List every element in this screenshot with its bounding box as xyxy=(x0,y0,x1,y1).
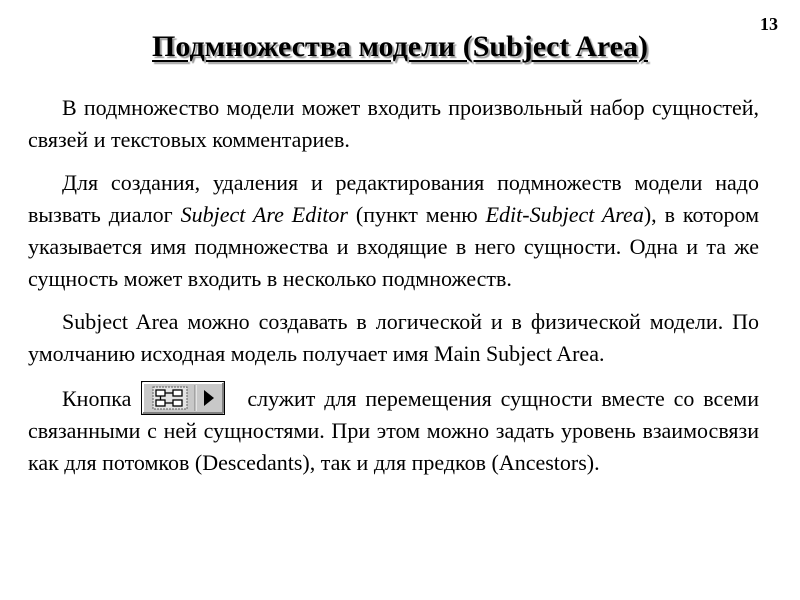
page-number: 13 xyxy=(760,14,778,34)
slide-body xyxy=(28,92,759,490)
paragraph-4-text-b: служит для перемещения сущности вместе со всеми связанными с ней сущностями. При этом можно задать уровень взаимосвязи как для потомков (Descedants), так и для предков (Ancestors). xyxy=(28,386,759,475)
paragraph-2-text-b: (пункт меню xyxy=(348,202,486,227)
paragraph-3: Subject Area можно создавать в логической и в физической модели. По умолчанию исходная модель получает имя Main Subject Area. xyxy=(28,309,759,366)
paragraph-2 xyxy=(28,167,759,295)
paragraph-4-text-a: Кнопка xyxy=(62,386,132,411)
paragraph-2-text-a: Для создания, удаления и редактирования подмножеств модели надо вызвать диалог xyxy=(28,170,759,227)
toolbar-button-image xyxy=(141,381,225,415)
slide-title: Подмножества модели (Subject Area) xyxy=(152,30,648,63)
menu-item-name: Edit-Subject Area xyxy=(485,202,644,227)
paragraph-1: В подмножество модели может входить произвольный набор сущностей, связей и текстовых комментариев. xyxy=(28,95,759,152)
dialog-name: Subject Are Editor xyxy=(180,202,348,227)
entity-hierarchy-arrow-icon xyxy=(141,381,225,415)
paragraph-2-text-c: ), в котором указывается имя подмножества и входящие в него сущности. Одна и та же сущность может входить в несколько подмножеств. xyxy=(28,202,760,291)
paragraph-4 xyxy=(28,381,759,479)
